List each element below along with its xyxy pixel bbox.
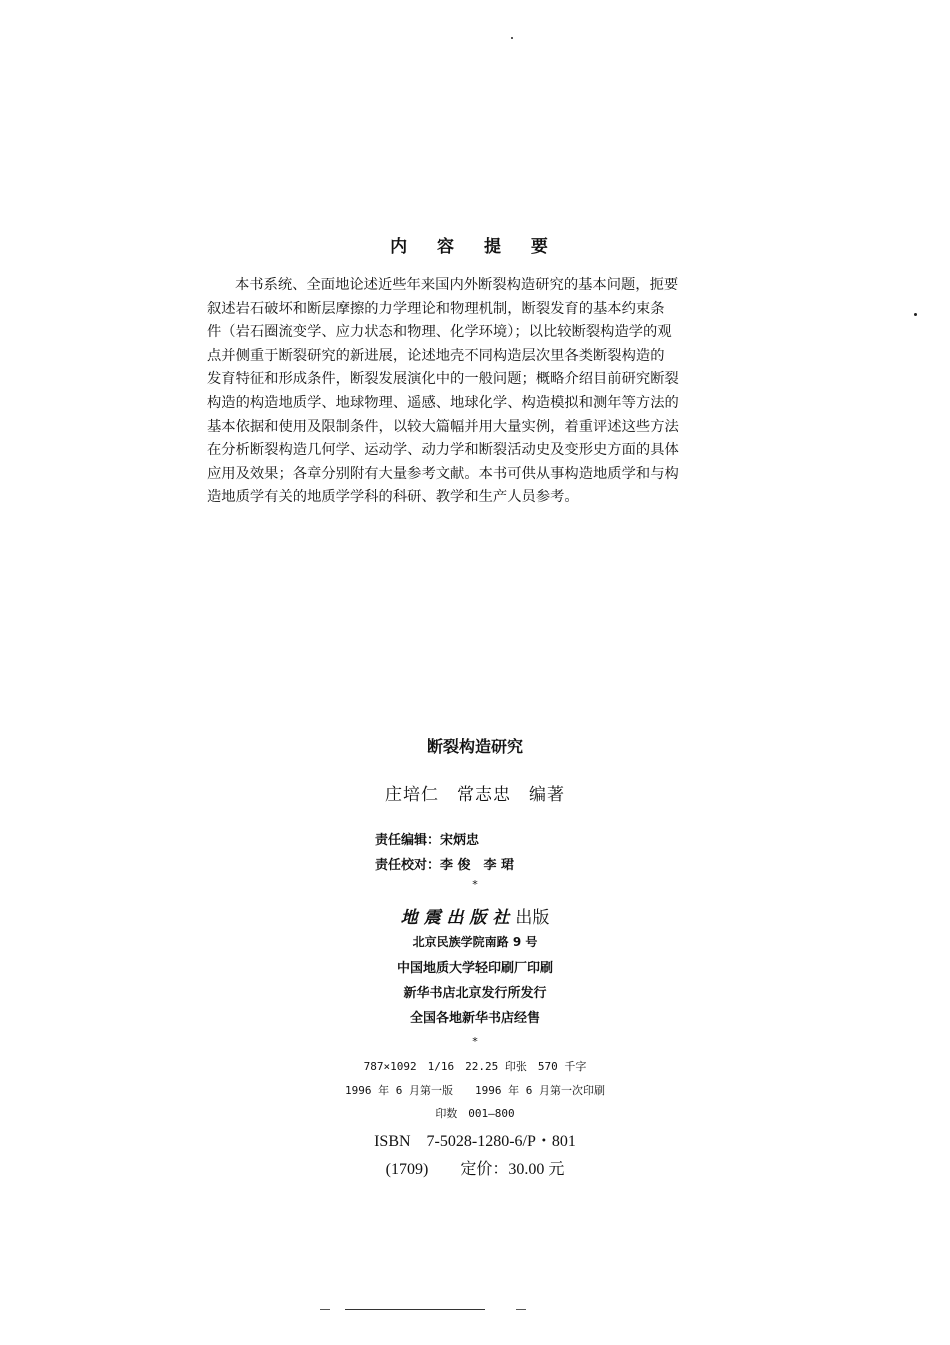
isbn: ISBN 7-5028-1280-6/P・801 xyxy=(374,1133,576,1150)
summary-text xyxy=(207,274,731,510)
proofreader-credit: 责任校对：李 俊 李 珺 xyxy=(375,858,515,873)
separator-star: * xyxy=(472,1035,478,1048)
price-line: (1709) 定价：30.00 元 xyxy=(385,1161,565,1178)
scan-line xyxy=(345,1309,485,1310)
summary-line: 造地质学有关的地质学学科的科研、教学和生产人员参考。 xyxy=(207,489,579,506)
printer: 中国地质大学轻印刷厂印刷 xyxy=(396,961,553,976)
format-line: 787×1092 1/16 22.25 印张 570 千字 xyxy=(363,1060,587,1073)
book-title: 断裂构造研究 xyxy=(426,737,523,756)
seller: 全国各地新华书店经售 xyxy=(409,1011,540,1026)
summary-line: 件（岩石圈流变学、应力状态和物理、化学环境）；以比较断裂构造学的观 xyxy=(207,324,672,341)
edition-line: 1996 年 6 月第一版 1996 年 6 月第一次印刷 xyxy=(345,1084,605,1097)
summary-line: 构造的构造地质学、地球物理、遥感、地球化学、构造模拟和测年等方法的 xyxy=(207,394,679,411)
summary-line: 本书系统、全面地论述近些年来国内外断裂构造研究的基本问题，扼要 xyxy=(235,277,679,293)
distributor: 新华书店北京发行所发行 xyxy=(403,986,547,1001)
print-run: 印数 001—800 xyxy=(435,1107,515,1120)
summary-line: 叙述岩石破坏和断层摩擦的力学理论和物理机制，断裂发育的基本约束条 xyxy=(207,300,665,317)
summary-line: 点并侧重于断裂研究的新进展，论述地壳不同构造层次里各类断裂构造的 xyxy=(207,347,665,364)
scan-speck xyxy=(511,37,513,39)
publisher-address: 北京民族学院南路 9 号 xyxy=(412,935,538,949)
publisher xyxy=(0,903,950,928)
summary-line: 基本依据和使用及限制条件，以较大篇幅并用大量实例，着重评述这些方法 xyxy=(207,418,679,435)
scan-line xyxy=(516,1309,526,1310)
scan-speck xyxy=(914,313,917,316)
summary-line: 发育特征和形成条件，断裂发展演化中的一般问题；概略介绍目前研究断裂 xyxy=(207,371,679,388)
scan-line xyxy=(320,1309,330,1310)
summary-line: 在分析断裂构造几何学、运动学、动力学和断裂活动史及变形史方面的具体 xyxy=(207,442,679,459)
publisher-name: 地 震 出 版 社 xyxy=(400,908,510,928)
summary-line: 应用及效果；各章分别附有大量参考文献。本书可供从事构造地质学和与构 xyxy=(207,465,679,482)
publisher-suffix: 出版 xyxy=(515,908,550,928)
editor-credit: 责任编辑：宋炳忠 xyxy=(375,833,480,848)
authors: 庄培仁 常志忠 编著 xyxy=(385,785,565,805)
summary-title: 内 容 提 要 xyxy=(390,237,560,257)
separator-star: * xyxy=(472,878,478,891)
